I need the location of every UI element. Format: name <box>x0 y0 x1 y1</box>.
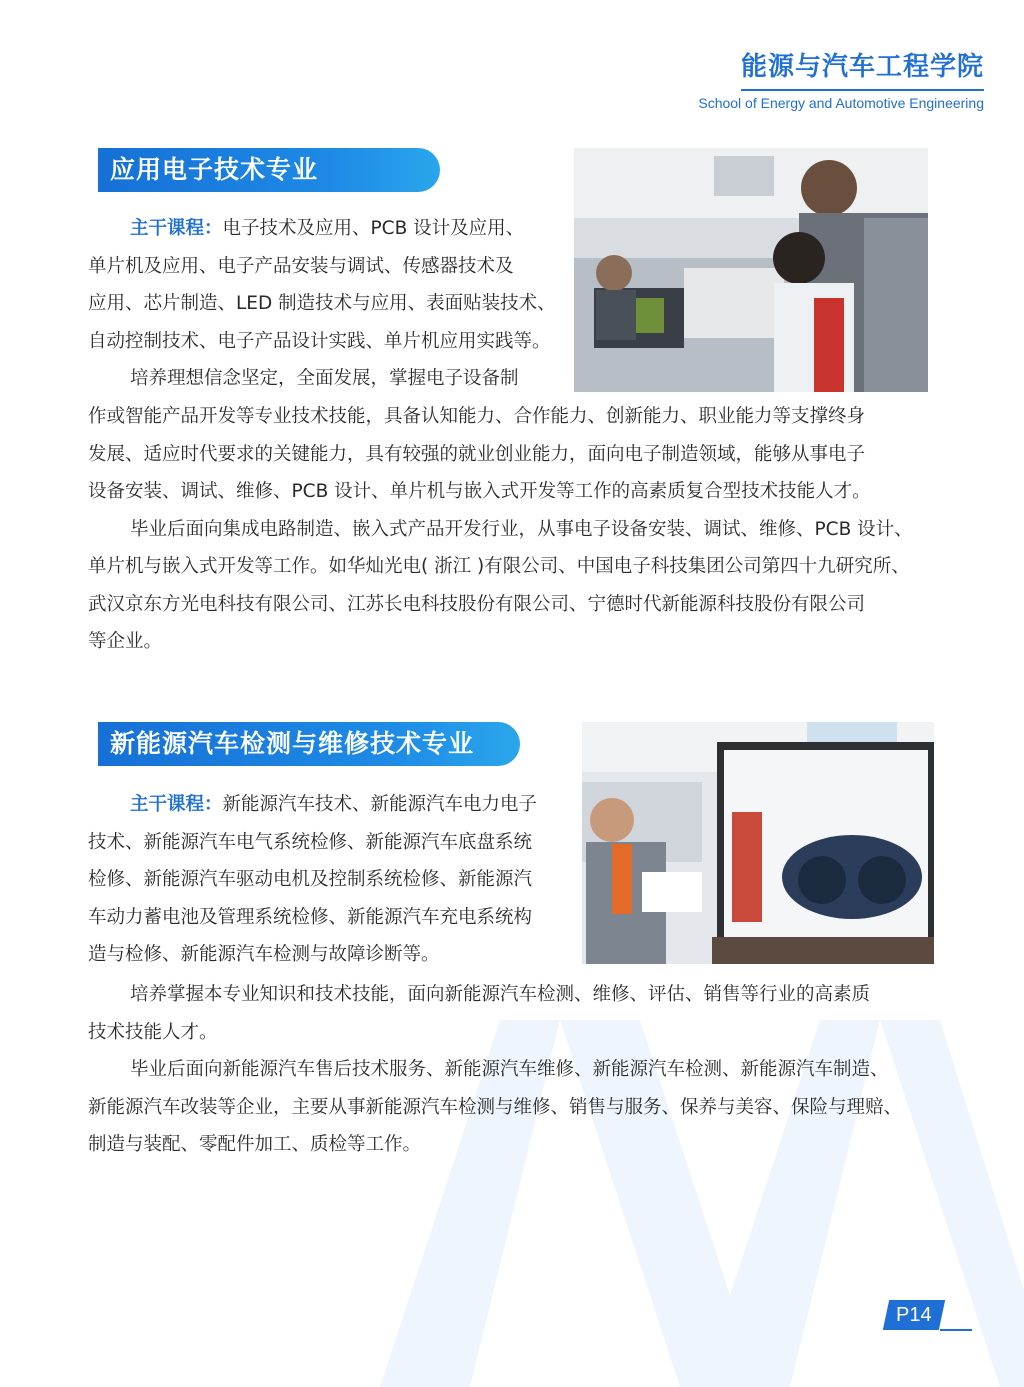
career-line: 等企业。 <box>88 631 163 652</box>
course-label: 主干课程： <box>130 794 223 815</box>
goal-line: 设备安装、调试、维修、PCB 设计、单片机与嵌入式开发等工作的高素质复合型技术技能人才。 <box>88 481 871 502</box>
nev-classroom-photo <box>582 722 934 964</box>
section1-course-paragraph <box>88 210 564 398</box>
goal-line: 发展、适应时代要求的关键能力，具有较强的就业创业能力，面向电子制造领域，能够从事电子 <box>88 443 866 465</box>
section-title-nev: 新能源汽车检测与维修技术专业 <box>98 722 520 766</box>
goal-line: 技术技能人才。 <box>88 1021 218 1043</box>
section2-goal-paragraph <box>88 976 936 1164</box>
page-number <box>883 1300 945 1330</box>
course-line: 车动力蓄电池及管理系统检修、新能源汽车充电系统构 <box>88 906 533 928</box>
goal-line: 培养理想信念坚定，全面发展，掌握电子设备制 <box>130 368 519 389</box>
course-line: 新能源汽车技术、新能源汽车电力电子 <box>222 794 538 815</box>
electronics-lab-photo <box>574 148 928 392</box>
career-line: 武汉京东方光电科技有限公司、江苏长电科技股份有限公司、宁德时代新能源科技股份有限公司 <box>88 593 866 615</box>
career-line: 毕业后面向集成电路制造、嵌入式产品开发行业，从事电子设备安装、调试、维修、PCB 设计、 <box>130 518 913 540</box>
section2-course-paragraph <box>88 786 570 974</box>
career-line: 单片机与嵌入式开发等工作。如华灿光电( 浙江 )有限公司、中国电子科技集团公司第四十九研究所、 <box>88 556 910 577</box>
section1-goal-paragraph <box>88 398 936 661</box>
career-line: 新能源汽车改装等企业，主要从事新能源汽车检测与维修、销售与服务、保养与美容、保险与理赔、 <box>88 1096 903 1118</box>
section-title-electronics: 应用电子技术专业 <box>98 148 440 192</box>
course-line: 单片机及应用、电子产品安装与调试、传感器技术及 <box>88 255 514 277</box>
goal-line: 作或智能产品开发等专业技术技能，具备认知能力、合作能力、创新能力、职业能力等支撑终身 <box>88 406 866 427</box>
goal-line: 培养掌握本专业知识和技术技能，面向新能源汽车检测、维修、评估、销售等行业的高素质 <box>130 984 871 1005</box>
course-line: 自动控制技术、电子产品设计实践、单片机应用实践等。 <box>88 330 551 352</box>
course-line: 技术、新能源汽车电气系统检修、新能源汽车底盘系统 <box>88 831 533 853</box>
page-number-text: P14 <box>896 1304 932 1326</box>
course-line: 检修、新能源汽车驱动电机及控制系统检修、新能源汽 <box>88 869 533 890</box>
page-number-underline <box>940 1329 972 1331</box>
career-line: 制造与装配、零配件加工、质检等工作。 <box>88 1134 422 1155</box>
college-name-en: School of Energy and Automotive Engineering <box>698 95 984 111</box>
college-name-cn: 能源与汽车工程学院 <box>741 46 984 91</box>
course-line: 造与检修、新能源汽车检测与故障诊断等。 <box>88 944 440 965</box>
career-line: 毕业后面向新能源汽车售后技术服务、新能源汽车维修、新能源汽车检测、新能源汽车制造、 <box>130 1059 889 1080</box>
page-header <box>698 46 984 111</box>
course-label: 主干课程： <box>130 218 223 239</box>
course-line: 电子技术及应用、PCB 设计及应用、 <box>222 218 525 239</box>
course-line: 应用、芯片制造、LED 制造技术与应用、表面贴装技术、 <box>88 293 556 314</box>
